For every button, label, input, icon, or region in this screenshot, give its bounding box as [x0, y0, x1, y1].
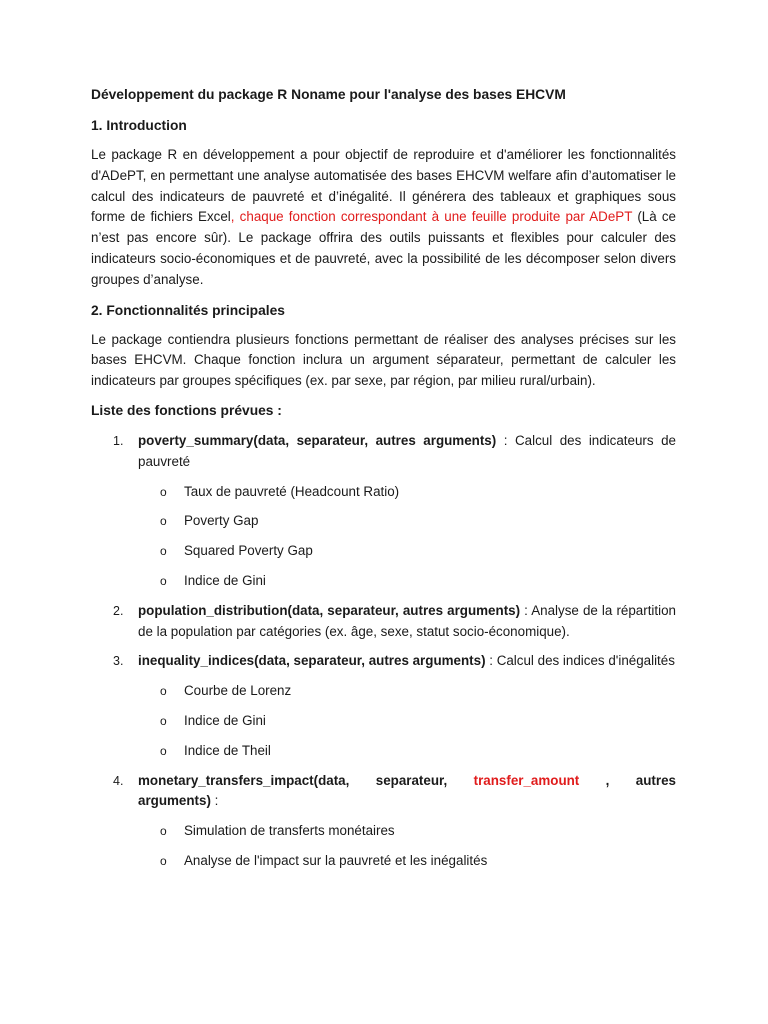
sub-item-text: Indice de Theil	[184, 742, 271, 758]
bullet-circle-icon: o	[160, 484, 167, 499]
sub-item-text: Analyse de l'impact sur la pauvreté et les inégalités	[184, 852, 488, 868]
list-item-monetary-transfers-impact	[91, 771, 676, 872]
bullet-circle-icon: o	[160, 573, 167, 588]
sub-item-text: Squared Poverty Gap	[184, 543, 313, 559]
sub-list-item	[91, 482, 676, 503]
sub-item-text: Indice de Gini	[184, 712, 266, 728]
function-arg-separateur: separateur,	[375, 772, 448, 788]
list-number: 1.	[113, 433, 124, 448]
sub-list	[138, 681, 676, 761]
sub-list-item	[91, 681, 676, 702]
function-arg-transfer-amount: transfer_amount	[473, 772, 580, 788]
function-list-heading: Liste des fonctions prévues :	[91, 402, 282, 418]
function-name: inequality_indices(data, separateur, autres arguments)	[138, 653, 486, 669]
list-item-poverty-summary	[91, 431, 676, 592]
sub-item-text: Indice de Gini	[184, 572, 266, 588]
bullet-circle-icon: o	[160, 713, 167, 728]
bullet-circle-icon: o	[160, 514, 167, 529]
function-signature-line-2	[138, 791, 676, 812]
bullet-circle-icon: o	[160, 824, 167, 839]
intro-text-end: (Là ce n’est pas encore sûr). Le package offrira des outils puissants et flexibles pour calculer des indicateurs socio-économiques et de pauvreté, avec la possibilité de les décomposer selon divers groupes d’analyse.	[91, 209, 677, 287]
introduction-paragraph	[91, 145, 676, 291]
features-paragraph: Le package contiendra plusieurs fonctions permettant de réaliser des analyses précises sur les bases EHCVM. Chaque fonction inclura un argument séparateur, permettant de calculer les indicateurs par groupes spécifiques (ex. par sexe, par région, par milieu rural/urbain).	[91, 331, 676, 389]
list-item-population-distribution	[91, 601, 676, 643]
sub-list-item	[91, 851, 676, 872]
bullet-circle-icon: o	[160, 743, 167, 758]
sub-list	[138, 482, 676, 592]
bullet-circle-icon: o	[160, 544, 167, 559]
list-number: 2.	[113, 603, 124, 618]
bullet-circle-icon: o	[160, 853, 167, 868]
function-arg-arguments: arguments)	[138, 793, 211, 809]
function-name: population_distribution(data, separateur, autres arguments)	[138, 602, 521, 618]
function-name-part: monetary_transfers_impact(data,	[138, 772, 350, 788]
document-title: Développement du package R Noname pour l'analyse des bases EHCVM	[91, 87, 566, 102]
function-description: : Calcul des indices d'inégalités	[485, 653, 675, 669]
sub-item-text: Taux de pauvreté (Headcount Ratio)	[184, 483, 400, 499]
function-arg-autres: autres	[635, 772, 676, 788]
intro-text-start: Le package R en développement a pour objectif de reproduire et d'améliorer les fonctionnalités d'ADePT, en permettant une analyse automatisée des bases EHCVM welfare afin d’automatiser le calcul des indicateurs de pauvreté et d’inégalité. Il générera des tableaux et graphiques sous forme de fichiers Excel	[91, 147, 676, 225]
sub-item-text: Courbe de Lorenz	[184, 683, 292, 699]
sub-list	[138, 821, 676, 872]
function-description: : Calcul des indicateurs de pauvreté	[138, 432, 676, 469]
sub-list-item	[91, 511, 676, 532]
list-item-inequality-indices	[91, 651, 676, 761]
function-list	[91, 431, 676, 872]
function-colon: :	[210, 793, 219, 809]
sub-item-text: Simulation de transferts monétaires	[184, 823, 395, 839]
section-heading-features: 2. Fonctionnalités principales	[91, 302, 285, 318]
sub-list-item	[91, 741, 676, 762]
list-number: 3.	[113, 654, 124, 669]
sub-list-item	[91, 711, 676, 732]
function-signature-line	[138, 771, 676, 792]
sub-item-text: Poverty Gap	[184, 513, 259, 529]
sub-list-item	[91, 541, 676, 562]
document-page	[91, 84, 676, 881]
section-heading-introduction: 1. Introduction	[91, 118, 187, 133]
bullet-circle-icon: o	[160, 684, 167, 699]
sub-list-item	[91, 821, 676, 842]
intro-red-note: , chaque fonction correspondant à une feuille produite par ADePT	[230, 209, 633, 225]
function-description: : Analyse de la répartition de la population par catégories (ex. âge, sexe, statut socio-économique).	[138, 602, 676, 639]
sub-list-item	[91, 571, 676, 592]
function-arg-comma: ,	[605, 772, 610, 788]
function-name: poverty_summary(data, separateur, autres arguments)	[138, 432, 497, 448]
list-number: 4.	[113, 773, 124, 788]
